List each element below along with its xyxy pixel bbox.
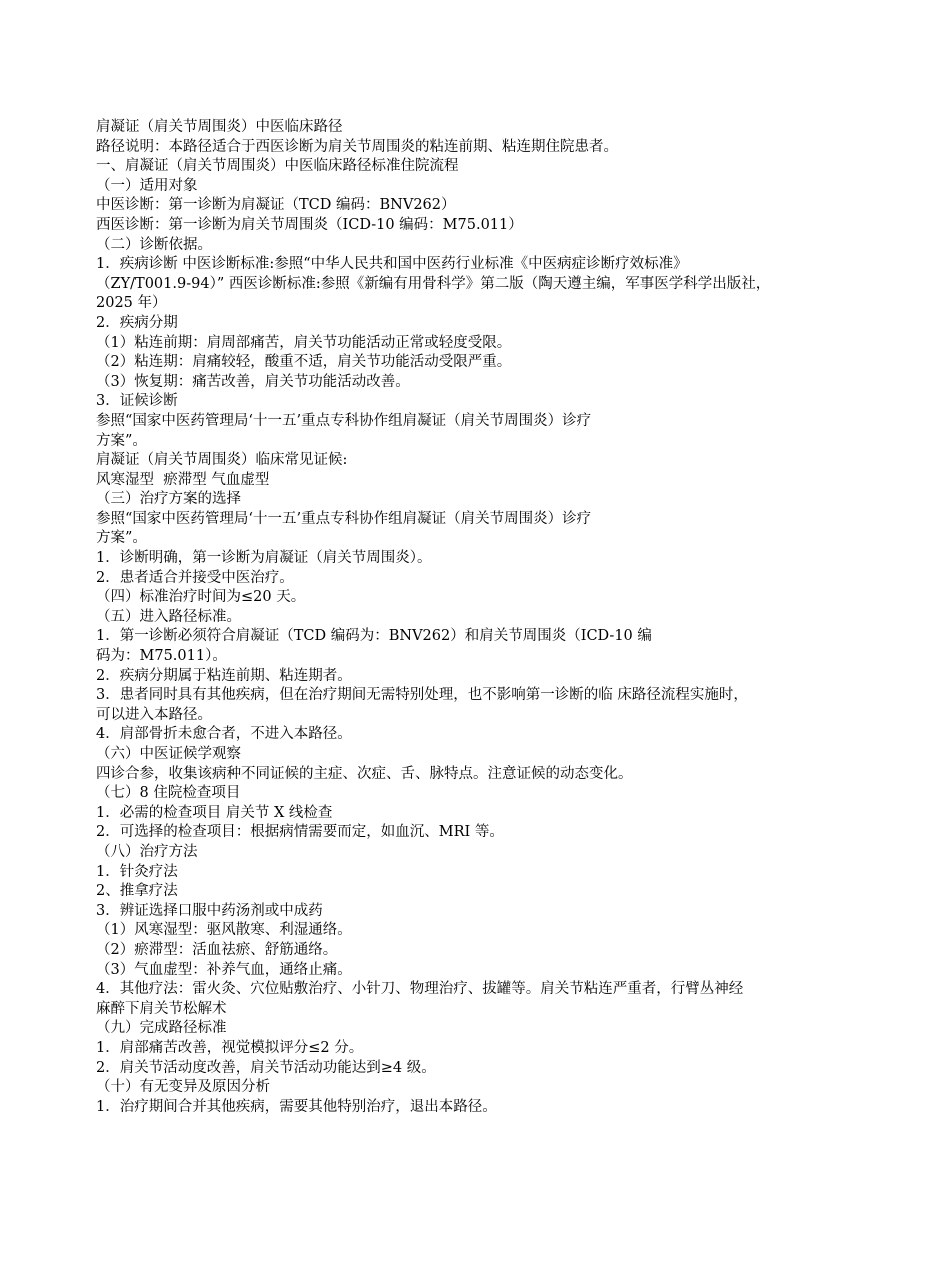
paragraph-line: 2025 年）: [96, 295, 167, 312]
list-item: 码为：M75.011）。: [96, 648, 227, 665]
reference-line: 方案”。: [96, 530, 147, 547]
subsection-heading: （二）诊断依据。: [96, 236, 212, 253]
path-description: 路径说明：本路径适合于西医诊断为肩关节周围炎的粘连前期、粘连期住院患者。: [96, 138, 618, 155]
list-item: 1．第一诊断必须符合肩凝证（TCD 编码为：BNV262）和肩关节周围炎（ICD-10 编: [96, 628, 652, 645]
tcm-diagnosis: 中医诊断：第一诊断为肩凝证（TCD 编码：BNV262）: [96, 197, 456, 214]
list-item: 2．可选择的检查项目：根据病情需要而定，如血沉、MRI 等。: [96, 824, 504, 841]
diagnosis-criteria-paragraph: [96, 255, 871, 314]
list-item: 2．患者适合并接受中医治疗。: [96, 569, 294, 586]
list-item: 1．治疗期间合并其他疾病，需要其他特别治疗，退出本路径。: [96, 1098, 497, 1115]
document-body: [96, 118, 871, 1117]
paragraph-line: 麻醉下肩关节松解术: [96, 1000, 227, 1017]
paragraph-line: 1．疾病诊断 中医诊断标准:参照“中华人民共和国中医药行业标准《中医病症诊断疗效标准》: [96, 256, 688, 273]
paragraph-line: 可以进入本路径。: [96, 706, 212, 723]
list-item: 3．辨证选择口服中药汤剂或中成药: [96, 902, 323, 919]
list-item: 1．必需的检查项目 肩关节 X 线检查: [96, 804, 333, 821]
western-diagnosis: 西医诊断：第一诊断为肩关节周围炎（ICD-10 编码：M75.011）: [96, 216, 523, 233]
paragraph-line: 4．其他疗法：雷火灸、穴位贴敷治疗、小针刀、物理治疗、拔罐等。肩关节粘连严重者，行臂丛神经: [96, 981, 744, 998]
list-item: 2、推拿疗法: [96, 883, 178, 900]
section-heading: 一、肩凝证（肩关节周围炎）中医临床路径标准住院流程: [96, 158, 459, 175]
list-item: 3．证候诊断: [96, 393, 178, 410]
list-item: 4．肩部骨折未愈合者，不进入本路径。: [96, 726, 352, 743]
reference-line: 参照“国家中医药管理局‘十一五’重点专科协作组肩凝证（肩关节周围炎）诊疗: [96, 412, 592, 429]
subsection-heading: （五）进入路径标准。: [96, 608, 241, 625]
subsection-heading: （八）治疗方法: [96, 843, 198, 860]
reference-line: 方案”。: [96, 432, 147, 449]
list-item: （1）粘连前期：肩周部痛苦，肩关节功能活动正常或轻度受限。: [96, 334, 512, 351]
list-item: （2）粘连期：肩痛较轻，酸重不适，肩关节功能活动受限严重。: [96, 354, 512, 371]
list-item: （2）瘀滞型：活血祛瘀、舒筋通络。: [96, 941, 338, 958]
list-item: 2．肩关节活动度改善，肩关节活动功能达到≥4 级。: [96, 1059, 436, 1076]
list-item: [96, 980, 871, 1019]
subsection-heading: （六）中医证候学观察: [96, 746, 241, 762]
subsection-heading: （七）8 住院检查项目: [96, 785, 241, 802]
paragraph-line: （ZY/T001.9-94）” 西医诊断标准:参照《新编有用骨科学》第二版（陶天遵主编，军事医学科学出版社，: [96, 275, 771, 292]
syndrome-types: 风寒湿型 瘀滞型 气血虚型: [96, 471, 270, 488]
subsection-heading: （三）治疗方案的选择: [96, 491, 241, 508]
list-item: 1．肩部痛苦改善，视觉模拟评分≤2 分。: [96, 1039, 364, 1056]
list-item: 1．针灸疗法: [96, 863, 178, 880]
list-item: 1．诊断明确，第一诊断为肩凝证（肩关节周围炎）。: [96, 550, 432, 567]
document-title: 肩凝证（肩关节周围炎）中医临床路径: [96, 119, 343, 135]
list-item: （3）恢复期：痛苦改善，肩关节功能活动改善。: [96, 373, 410, 390]
text-line: 四诊合参，收集该病种不同证候的主症、次症、舌、脉特点。注意证候的动态变化。: [96, 765, 633, 782]
list-item: （1）风寒湿型：驱风散寒、利湿通络。: [96, 922, 352, 939]
reference-line: 参照“国家中医药管理局‘十一五’重点专科协作组肩凝证（肩关节周围炎）诊疗: [96, 510, 592, 527]
subsection-heading: （十）有无变异及原因分析: [96, 1079, 270, 1096]
text-line: 肩凝证（肩关节周围炎）临床常见证候:: [96, 452, 348, 469]
list-item: [96, 686, 871, 725]
paragraph-line: 3．患者同时具有其他疾病，但在治疗期间无需特别处理，也不影响第一诊断的临 床路径流程实施时，: [96, 687, 748, 704]
list-item: 2．疾病分期属于粘连前期、粘连期者。: [96, 667, 352, 684]
list-item: 2．疾病分期: [96, 314, 178, 331]
subsection-heading: （一）适用对象: [96, 177, 198, 194]
list-item: （3）气血虚型：补养气血，通络止痛。: [96, 961, 352, 978]
subsection-heading: （九）完成路径标准: [96, 1020, 227, 1037]
subsection-heading: （四）标准治疗时间为≤20 天。: [96, 589, 306, 606]
